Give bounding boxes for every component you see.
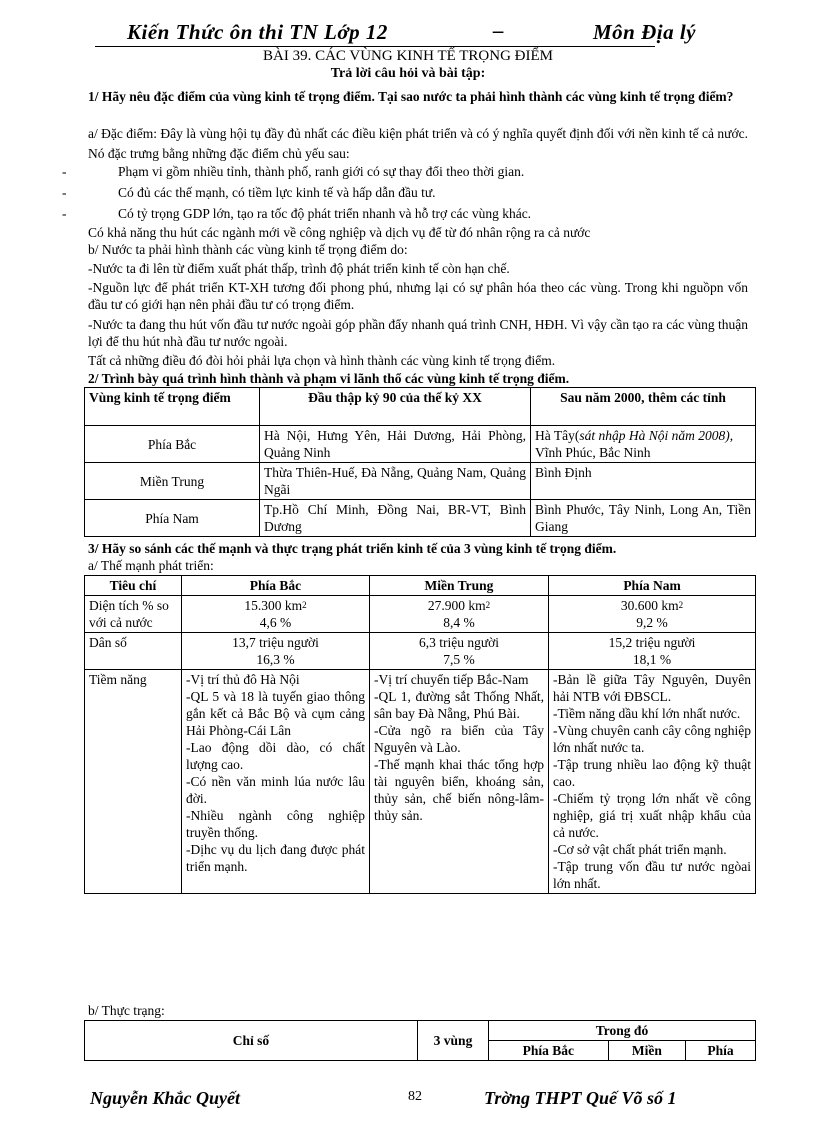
q3b-table <box>84 1020 756 1061</box>
q3-pop-cell <box>370 633 549 670</box>
q3-area-cell <box>370 596 549 633</box>
q2-early: Hà Nội, Hưng Yên, Hải Dương, Hải Phòng, Quảng Ninh <box>260 426 531 463</box>
q2-header-region: Vùng kinh tế trọng điểm <box>85 388 260 426</box>
q2-after <box>531 463 756 500</box>
q2-header-early: Đầu thập kỷ 90 của thế kỷ XX <box>260 388 531 426</box>
page-number: 82 <box>408 1089 422 1104</box>
bullet-dash: - <box>62 185 67 200</box>
page-header <box>95 18 715 46</box>
area-percent: 8,4 % <box>443 615 475 630</box>
area-percent: 4,6 % <box>259 615 292 630</box>
pot-item: -Tập trung nhiều lao động kỹ thuật cao. <box>553 757 751 789</box>
header-dash: – <box>493 18 504 42</box>
q2-question: 2/ Trình bày quá trình hình thành và phạm vi lãnh thổ các vùng kinh tế trọng điểm. <box>88 371 570 386</box>
header-rule <box>95 46 655 47</box>
q3-header-trung: Miền Trung <box>370 576 549 596</box>
pot-item: -Bản lề giữa Tây Nguyên, Duyên hải NTB với ĐBSCL. <box>553 672 751 704</box>
area-percent: 9,2 % <box>636 615 668 630</box>
q2-region: Phía Bắc <box>85 426 260 463</box>
q1-bullet-1: Phạm vi gồm nhiều tỉnh, thành phố, ranh giới có sự thay đổi theo thời gian. <box>118 164 525 179</box>
pop-percent: 18,1 % <box>632 652 672 667</box>
q2-after-italic: sát nhập Hà Nội năm 2008) <box>579 428 730 443</box>
q1-b3: -Nước ta đang thu hút vốn đầu tư nước ngoài góp phần đẩy nhanh quá trình CNH, HĐH. Vì vậy cần tạo ra các vùng thuận lợi để thu hút nhà đầu tư nước ngoài. <box>88 317 748 349</box>
q3b-header-index: Chỉ số <box>85 1021 418 1061</box>
pot-item: -Cơ sở vật chất phát triển mạnh. <box>553 842 727 857</box>
q1-b1: -Nước ta đi lên từ điểm xuất phát thấp, trình độ phát triển kinh tế còn hạn chế. <box>88 261 510 276</box>
superscript: 2 <box>678 600 684 610</box>
q3-question: 3/ Hãy so sánh các thế mạnh và thực trạng phát triển kinh tế của 3 vùng kinh tế trọng điểm. <box>88 541 617 556</box>
pop-value: 15,2 triệu người <box>608 635 696 650</box>
header-right: Môn Địa lý <box>593 20 697 44</box>
q3-header-bac: Phía Bắc <box>182 576 370 596</box>
pot-item: -Tập trung vốn đầu tư nước ngòai lớn nhất. <box>553 859 751 891</box>
q3-a-label: a/ Thế mạnh phát triển: <box>88 558 214 573</box>
q2-early: Thừa Thiên-Huế, Đà Nẵng, Quảng Nam, Quảng Ngãi <box>260 463 531 500</box>
q3-header-criteria: Tiêu chí <box>85 576 182 596</box>
lesson-title: BÀI 39. CÁC VÙNG KINH TẾ TRỌNG ĐIỂM <box>262 48 553 64</box>
pot-item: -Thế mạnh khai thác tổng hợp tài nguyên biển, khoáng sản, thủy sản, chế biến nông-lâm-thủy sản. <box>374 757 544 823</box>
q1-bullet-3: Có tỷ trọng GDP lớn, tạo ra tốc độ phát triển nhanh và hỗ trợ các vùng khác. <box>118 206 532 221</box>
footer-author: Nguyễn Khắc Quyết <box>90 1088 240 1108</box>
lesson-subtitle: Trả lời câu hỏi và bài tập: <box>330 66 486 81</box>
q3-pop-cell <box>549 633 756 670</box>
q1-bullet-2: Có đủ các thế mạnh, có tiềm lực kinh tế và hấp dẫn đầu tư. <box>118 185 436 200</box>
pot-item: -QL 1, đường sắt Thống Nhất, sân bay Đà Nẵng, Phú Bài. <box>374 689 544 721</box>
pot-item: -Có nền văn minh lúa nước lâu đời. <box>186 774 365 806</box>
q1-b2: -Nguồn lực để phát triển KT-XH tương đối phong phú, nhưng lại có sự phân hóa theo các vùng. Trong khi nguồpn vốn đầu tư có giới hạn nên phải đầu tư có trọng điểm. <box>88 280 748 312</box>
q3-area-label: Diện tích % so với cả nước <box>85 596 182 633</box>
q2-after-text: Bình Định <box>535 465 592 480</box>
q3b-header-trung: Miền <box>608 1041 685 1061</box>
q2-header-after: Sau năm 2000, thêm các tỉnh <box>531 388 756 426</box>
q2-table <box>84 387 756 537</box>
pot-item: -Nhiều ngành công nghiệp truyền thống. <box>186 808 365 840</box>
q3-pot-bac <box>182 670 370 894</box>
area-value: 30.600 km <box>620 598 679 613</box>
q3-area-cell <box>182 596 370 633</box>
bullet-dash: - <box>62 206 67 221</box>
pot-item: -Vị trí chuyển tiếp Bắc-Nam <box>374 672 529 687</box>
q3-table <box>84 575 756 894</box>
q2-region: Phía Nam <box>85 500 260 537</box>
header-left: Kiến Thức ôn thi TN Lớp 12 <box>127 20 388 44</box>
q3b-header-trongdo: Trong đó <box>489 1021 756 1041</box>
area-value: 27.900 km <box>427 598 486 613</box>
q2-after-text: Hà Tây( <box>535 428 580 443</box>
q2-after-text: , Vĩnh Phúc, Bắc Ninh <box>535 428 734 460</box>
q2-after-text: Bình Phước, Tây Ninh, Long An, Tiền Giang <box>535 502 751 534</box>
pot-item: -Lao động dồi dào, có chất lượng cao. <box>186 740 365 772</box>
q2-after <box>531 426 756 463</box>
q1-question: 1/ Hãy nêu đặc điểm của vùng kinh tế trọng điểm. Tại sao nước ta phải hình thành các vùng kinh tế trọng điểm? <box>88 89 734 104</box>
pot-item: -Chiếm tỷ trọng lớn nhất về công nghiệp, giá trị xuất nhập khẩu của cả nước. <box>553 791 751 840</box>
pot-item: -Cửa ngõ ra biển của Tây Nguyên và Lào. <box>374 723 544 755</box>
q3-header-nam: Phía Nam <box>549 576 756 596</box>
q2-region: Miền Trung <box>85 463 260 500</box>
pot-item: -Tiềm năng dầu khí lớn nhất nước. <box>553 706 741 721</box>
q2-early: Tp.Hồ Chí Minh, Đồng Nai, BR-VT, Bình Dương <box>260 500 531 537</box>
q2-after <box>531 500 756 537</box>
pot-item: -Vùng chuyên canh cây công nghiệp lớn nhất nước ta. <box>553 723 751 755</box>
footer-school: Trờng THPT Quế Võ số 1 <box>484 1088 677 1108</box>
q3-pot-nam <box>549 670 756 894</box>
q3-b-label: b/ Thực trạng: <box>88 1003 165 1018</box>
pop-percent: 7,5 % <box>443 652 475 667</box>
q3b-header-bac: Phía Bắc <box>489 1041 609 1061</box>
area-value: 15.300 km <box>244 598 303 613</box>
pop-percent: 16,3 % <box>256 652 295 667</box>
pot-item: -QL 5 và 18 là tuyến giao thông gắn kết cả Bắc Bộ và cụm cảng Hải Phòng-Cái Lân <box>186 689 365 738</box>
pop-value: 13,7 triệu người <box>232 635 319 650</box>
bullet-dash: - <box>62 164 67 179</box>
pot-item: -Vị trí thủ đô Hà Nội <box>186 672 300 687</box>
q3b-header-nam: Phía <box>686 1041 756 1061</box>
q3b-header-3vung: 3 vùng <box>418 1021 489 1061</box>
pot-item: -Dịhc vụ du lịch đang được phát triển mạnh. <box>186 842 365 874</box>
q1-b4: Tất cả những điều đó đòi hỏi phải lựa chọn và hình thành các vùng kinh tế trọng điểm. <box>88 353 556 368</box>
q3-pop-label: Dân số <box>85 633 182 670</box>
q1-a-intro: a/ Đặc điểm: Đây là vùng hội tụ đầy đủ nhất các điều kiện phát triển và có ý nghĩa quyết định đối với nền kinh tế cả nước. Nó đặc trưng bằng những đặc điểm chủ yếu sau: <box>88 126 748 161</box>
pop-value: 6,3 triệu người <box>418 635 500 650</box>
q1-b-intro: b/ Nước ta phải hình thành các vùng kinh tế trọng điểm do: <box>88 242 408 257</box>
superscript: 2 <box>485 600 491 610</box>
q3-pot-trung <box>370 670 549 894</box>
q3-pop-cell <box>182 633 370 670</box>
superscript: 2 <box>302 600 307 610</box>
q3-pot-label: Tiềm năng <box>85 670 182 894</box>
q1-line-after: Có khả năng thu hút các ngành mới về công nghiệp và dịch vụ để từ đó nhân rộng ra cả nước <box>88 225 591 240</box>
q3-area-cell <box>549 596 756 633</box>
